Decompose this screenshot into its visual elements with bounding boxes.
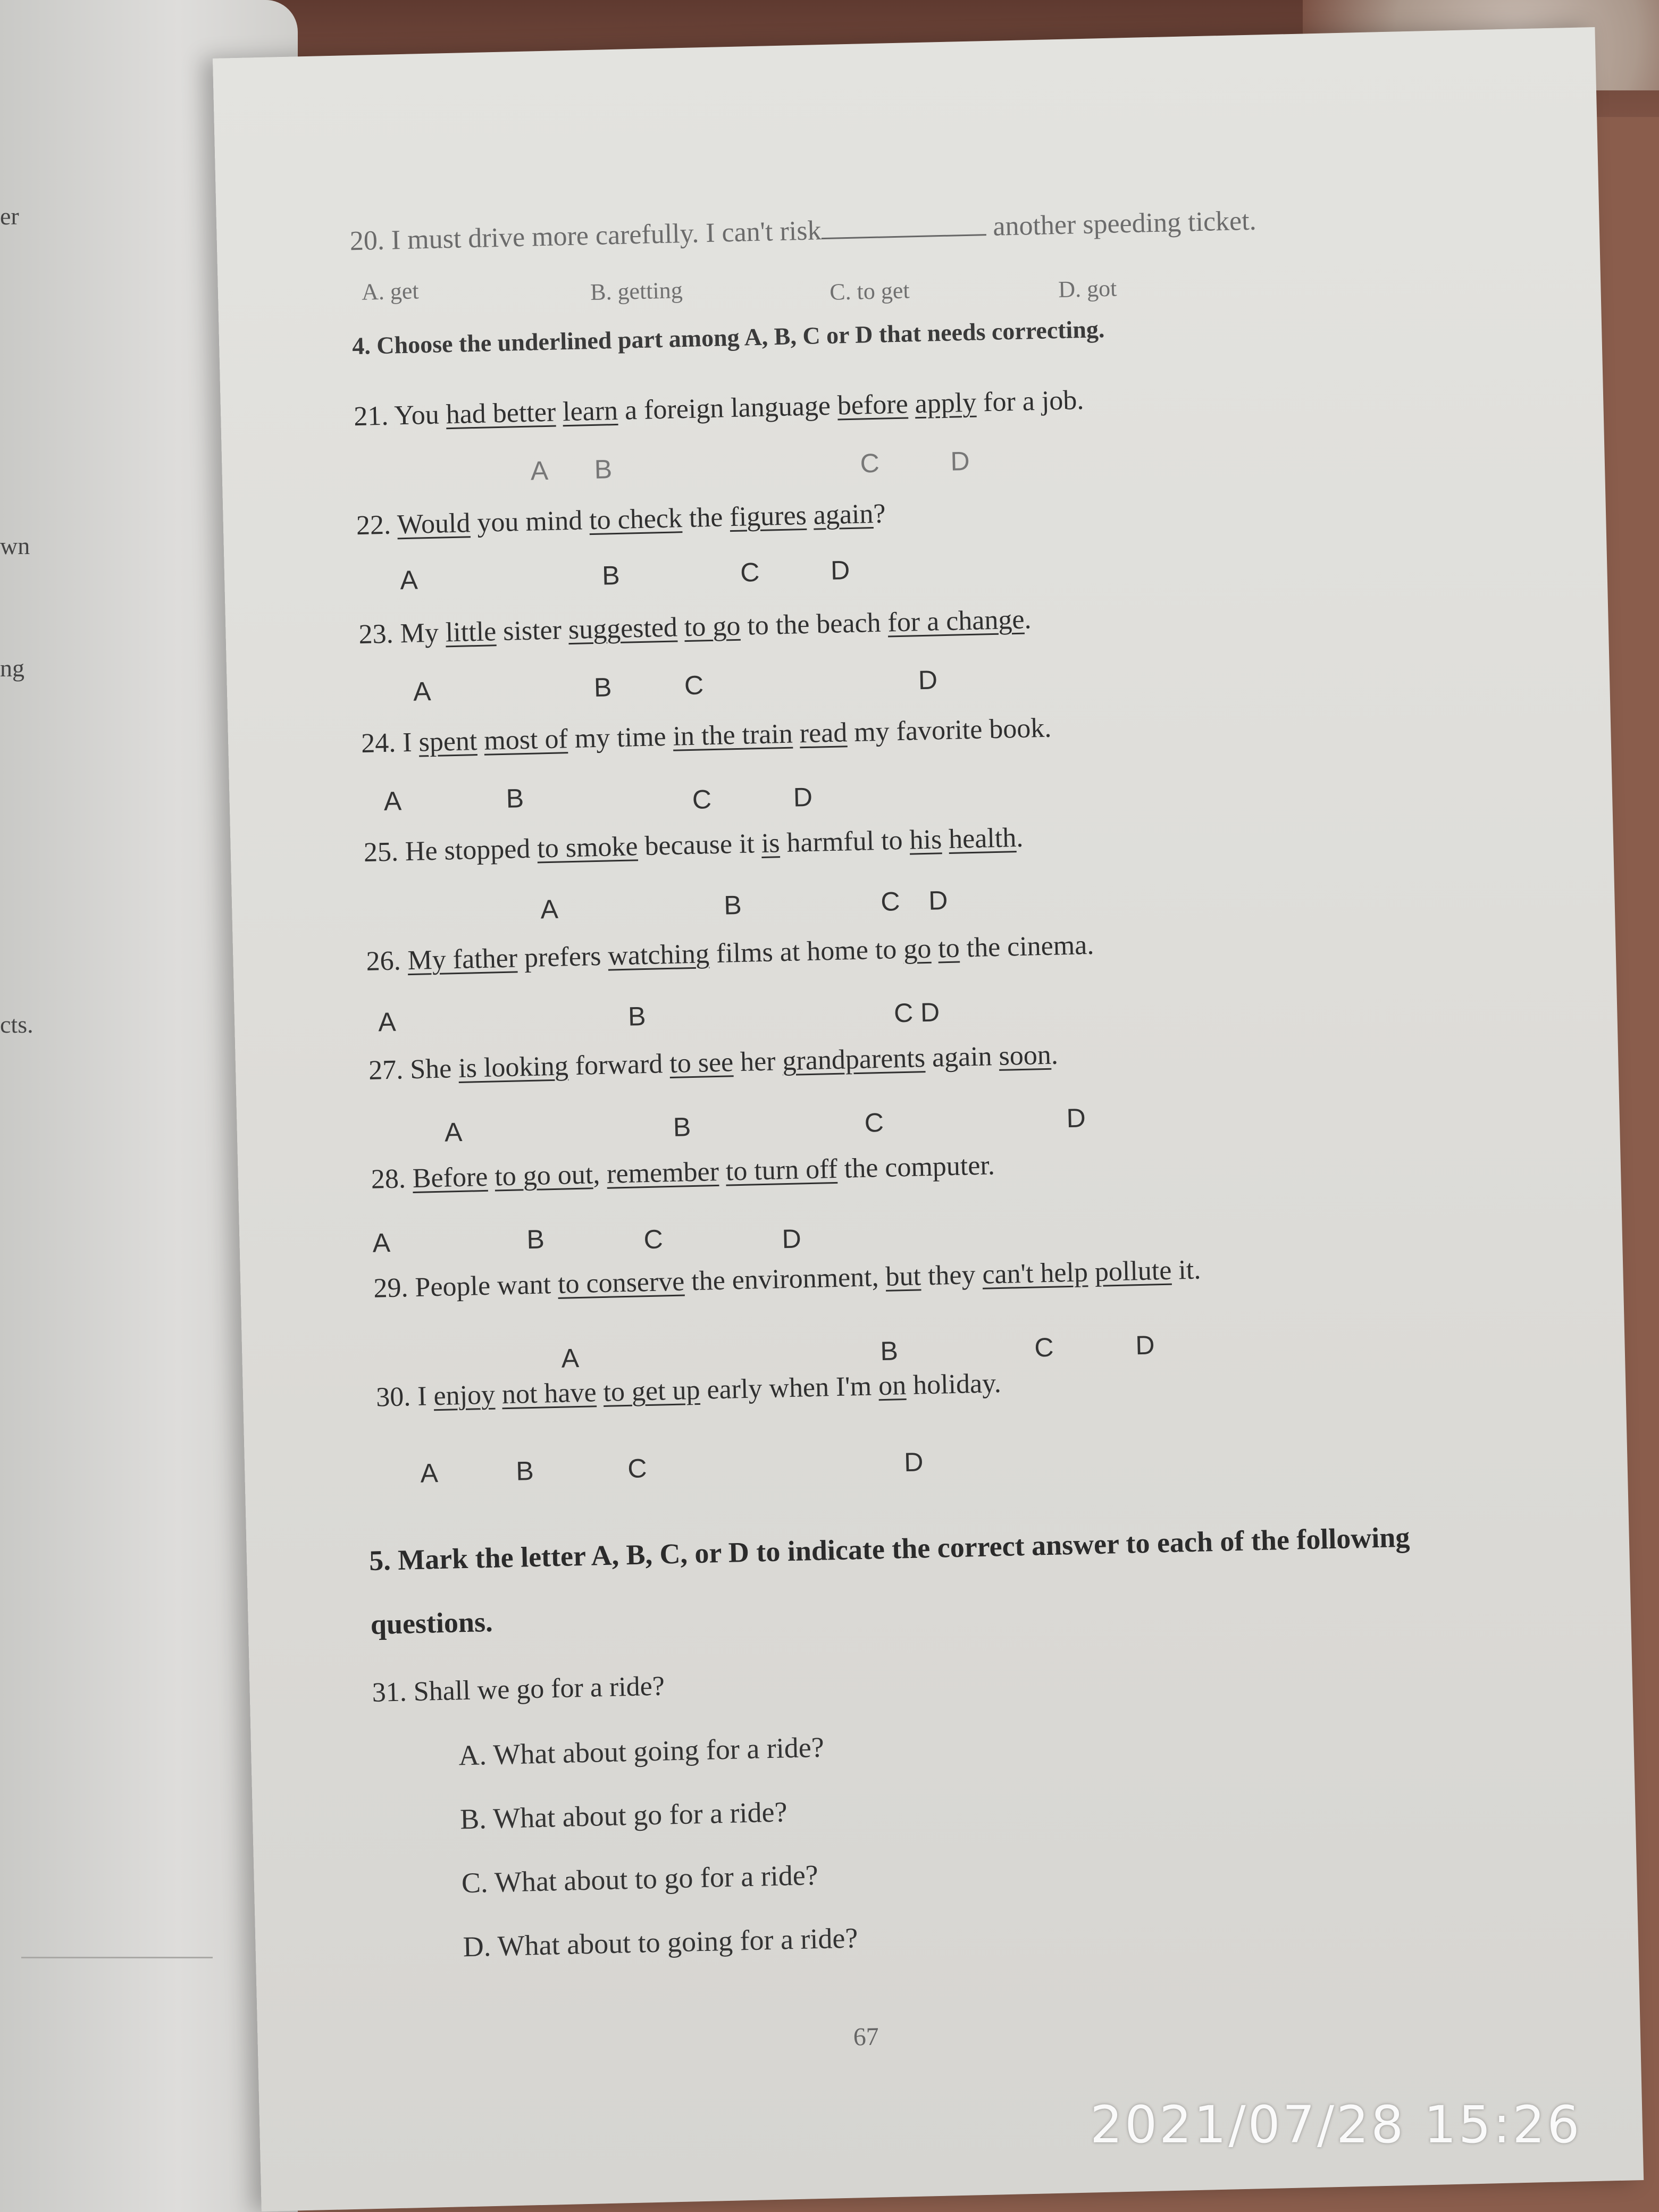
underlined-part: to conserve: [557, 1266, 685, 1300]
underlined-part: watching: [607, 939, 710, 971]
answer-letter-b: B: [506, 783, 524, 814]
question-number: 26.: [365, 945, 408, 977]
underlined-part: can't help: [982, 1257, 1088, 1290]
answer-letter-b: B: [723, 890, 742, 920]
question-20: [349, 205, 1256, 257]
question-number: 25.: [363, 836, 406, 868]
underlined-part: but: [885, 1261, 921, 1292]
sentence-text: holiday.: [906, 1368, 1002, 1401]
underlined-part: enjoy: [433, 1379, 496, 1412]
question-31: [372, 1671, 665, 1708]
option-a: A. What about going for a ride?: [458, 1731, 825, 1772]
answer-letter-b: B: [526, 1224, 545, 1255]
workbook-page: [213, 27, 1644, 2211]
underlined-part: soon: [998, 1040, 1052, 1071]
answer-blank: [821, 213, 986, 239]
option-c: C. to get: [829, 277, 910, 305]
sentence-text: You: [393, 399, 447, 431]
answer-letter-a: A: [530, 455, 549, 486]
underlined-part: not have: [501, 1377, 597, 1410]
underlined-part: read: [799, 717, 848, 749]
underlined-part: to go out: [494, 1159, 593, 1192]
answer-letter-a: A: [420, 1458, 439, 1488]
underlined-part: in the train: [672, 718, 793, 752]
question-26: [366, 929, 1094, 977]
underlined-part: little: [445, 616, 497, 648]
sentence-text: People want: [414, 1269, 558, 1303]
question-27: [368, 1039, 1059, 1086]
answer-letter-c: C: [627, 1453, 648, 1484]
answer-letter-b: B: [593, 672, 613, 703]
underlined-part: go: [903, 933, 932, 965]
left-page-fragment: er: [0, 203, 19, 230]
question-number: 31.: [372, 1677, 407, 1708]
camera-timestamp: 2021/07/28 15:26: [1090, 2095, 1582, 2155]
sentence-text: my favorite book.: [847, 713, 1052, 748]
question-30: [376, 1368, 1002, 1413]
sentence-text: forward: [568, 1048, 670, 1082]
underlined-part: to see: [669, 1047, 734, 1079]
answer-letter-d: D: [793, 782, 813, 812]
question-number: 21.: [353, 400, 395, 432]
answer-letter-c: C: [880, 886, 901, 917]
sentence-text: sister: [496, 615, 569, 647]
underlined-part: again: [813, 499, 874, 531]
underlined-part: to check: [589, 503, 683, 536]
option-b: B. getting: [590, 277, 683, 305]
underlined-part: his: [909, 824, 942, 856]
answer-letter-d: D: [1135, 1330, 1155, 1361]
answer-letter-d: D: [782, 1224, 802, 1254]
option-a: A. get: [361, 278, 420, 305]
answer-letter-c: C: [692, 784, 712, 815]
underlined-part: suggested: [568, 612, 678, 646]
sentence-text: early when I'm: [699, 1371, 879, 1405]
sentence-text: they: [920, 1259, 983, 1292]
sentence-text: it.: [1171, 1254, 1201, 1286]
sentence-text: films at home to: [709, 934, 904, 969]
section-5-heading: 5. Mark the letter A, B, C, or D to indicate the correct answer to each of the following: [368, 1521, 1410, 1577]
answer-letter-cd: C D: [893, 997, 940, 1028]
answer-letter-b: B: [594, 454, 613, 484]
underlined-part: to: [937, 933, 960, 964]
question-number: 28.: [371, 1163, 413, 1195]
answer-letter-b: B: [627, 1001, 647, 1032]
page-number: 67: [853, 2022, 879, 2051]
underlined-part: pollute: [1094, 1255, 1172, 1287]
underlined-part: is looking: [458, 1051, 569, 1084]
sentence-text: you mind: [470, 505, 590, 539]
underlined-part: Before: [412, 1161, 488, 1194]
left-page-fragment: ng: [0, 655, 24, 682]
sentence-text: [1087, 1257, 1095, 1287]
sentence-text: I: [417, 1381, 434, 1412]
sentence-text: [942, 824, 949, 854]
question-number: 29.: [373, 1272, 416, 1304]
answer-letter-a: A: [372, 1228, 391, 1258]
underlined-part: figures: [729, 500, 807, 533]
underlined-part: is: [761, 828, 781, 859]
answer-letter-a: A: [540, 894, 559, 925]
question-number: 24.: [361, 727, 403, 759]
underlined-part: most of: [483, 724, 568, 756]
sentence-text: the computer.: [837, 1150, 995, 1184]
underlined-part: to get up: [602, 1375, 701, 1407]
sentence-text: for a job.: [976, 385, 1084, 418]
answer-letter-c: C: [864, 1107, 884, 1138]
option-b: B. What about go for a ride?: [459, 1796, 788, 1836]
underlined-part: to smoke: [537, 831, 639, 864]
option-d: D. got: [1058, 275, 1117, 303]
sentence-text: [792, 718, 800, 749]
question-number: 30.: [375, 1381, 418, 1413]
sentence-text: She: [409, 1053, 459, 1085]
underlined-part: for a change: [887, 604, 1025, 638]
sentence-text: the: [682, 502, 731, 534]
underlined-part: health: [948, 823, 1017, 854]
underlined-part: had better: [446, 397, 556, 430]
answer-letter-b: B: [601, 560, 621, 591]
sentence-text: again: [925, 1041, 1000, 1074]
question-23: [358, 604, 1032, 650]
sentence-text: .: [1051, 1040, 1059, 1070]
sentence-text: [555, 397, 563, 427]
question-number: 23.: [358, 618, 401, 650]
left-page-fragment: cts.: [0, 1011, 33, 1038]
answer-letter-a: A: [560, 1343, 580, 1373]
section-5-heading-continued: questions.: [370, 1605, 493, 1641]
underlined-part: to go: [684, 610, 741, 643]
answer-letter-d: D: [918, 665, 938, 696]
sentence-text: my time: [567, 721, 674, 755]
answer-letter-b: B: [515, 1455, 534, 1486]
answer-letter-c: C: [684, 670, 704, 701]
question-29: [373, 1254, 1201, 1304]
option-c: C. What about to go for a ride?: [461, 1859, 819, 1899]
question-number: 27.: [368, 1054, 410, 1086]
sentence-text: [908, 389, 915, 419]
question-number: 20.: [349, 225, 385, 257]
underlined-part: grandparents: [782, 1043, 926, 1077]
sentence-text: harmful to: [779, 825, 910, 859]
answer-letter-b: B: [879, 1336, 899, 1367]
section-4-heading: 4. Choose the underlined part among A, B, C or D that needs correcting.: [351, 315, 1105, 360]
underlined-part: on: [878, 1370, 907, 1402]
option-d: D. What about to going for a ride?: [463, 1922, 858, 1963]
question-21: [354, 384, 1084, 432]
underlined-part: remember: [606, 1156, 719, 1189]
answer-letter-c: C: [740, 557, 760, 588]
question-text: I must drive more carefully. I can't risk: [391, 215, 822, 256]
sentence-text: .: [1024, 604, 1032, 635]
sentence-text: because it: [637, 828, 762, 862]
sentence-text: to the beach: [740, 607, 889, 641]
question-28: [371, 1150, 995, 1195]
answer-letter-a: A: [413, 676, 432, 707]
answer-letter-a: A: [399, 565, 418, 596]
sentence-text: a foreign language: [617, 390, 838, 426]
sentence-text: [495, 1379, 502, 1410]
answer-letter-c: C: [643, 1224, 664, 1255]
left-page-rule: [21, 1957, 213, 1958]
sentence-text: prefers: [517, 941, 608, 974]
answer-letter-a: A: [444, 1117, 463, 1147]
question-22: [356, 498, 886, 542]
question-number: 22.: [356, 509, 398, 541]
sentence-text: ?: [873, 498, 886, 530]
sentence-text: ,: [592, 1159, 607, 1190]
answer-letter-a: A: [383, 786, 402, 817]
question-text: another speeding ticket.: [992, 205, 1257, 242]
underlined-part: before: [837, 389, 909, 421]
answer-letter-d: D: [1066, 1103, 1086, 1134]
underlined-part: learn: [562, 395, 618, 428]
answer-letter-b: B: [673, 1112, 691, 1142]
sentence-text: her: [733, 1046, 783, 1078]
question-25: [363, 822, 1024, 868]
underlined-part: spent: [418, 726, 477, 758]
sentence-text: [806, 500, 814, 531]
underlined-part: apply: [914, 387, 977, 420]
underlined-part: to turn off: [725, 1153, 838, 1187]
sentence-text: .: [1016, 822, 1024, 853]
answer-letter-c: C: [1034, 1332, 1054, 1363]
answer-letter-a: A: [378, 1007, 397, 1037]
sentence-text: the cinema.: [959, 929, 1094, 963]
sentence-text: the environment,: [684, 1261, 886, 1297]
sentence-text: He stopped: [405, 833, 538, 867]
answer-letter-c: C: [859, 448, 880, 479]
question-24: [361, 713, 1052, 759]
answer-letter-d: D: [903, 1447, 924, 1478]
answer-letter-d: D: [950, 446, 970, 476]
sentence-text: My: [399, 617, 446, 649]
underlined-part: Would: [397, 508, 471, 540]
answer-letter-d: D: [830, 555, 850, 585]
left-page-fragment: wn: [0, 532, 30, 559]
sentence-text: I: [402, 727, 420, 758]
question-text: Shall we go for a ride?: [413, 1671, 665, 1707]
answer-letter-d: D: [928, 885, 949, 916]
sentence-text: [931, 933, 939, 963]
underlined-part: My father: [407, 943, 518, 976]
